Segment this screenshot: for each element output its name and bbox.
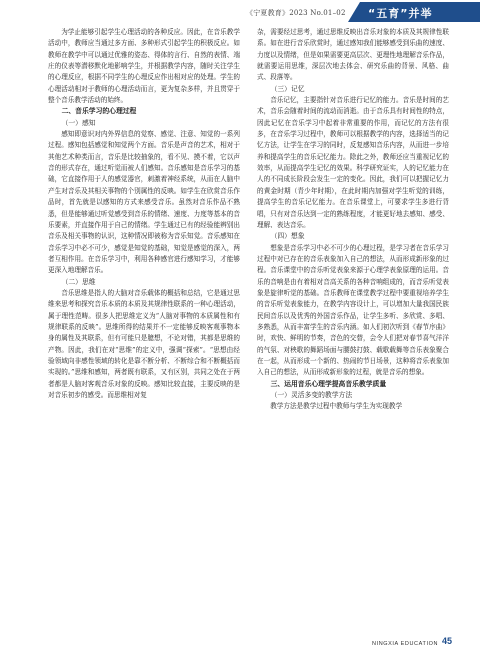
section-title: “五育”并举 xyxy=(368,7,433,20)
page-number: 45 xyxy=(442,636,453,646)
body-paragraph: 想象是音乐学习中必不可少的心理过程，是学习者在音乐学习过程中对已存在的音乐表象加入自己的想法，从而形成新形象的过程。音乐课堂中的音乐听觉表象来源于心理学表象原理的运用。音乐的音响是由有着相对音高关系的各种音响组成的，而音乐听觉表象是旋律听觉的基础。音乐教师在课堂教学过程中要重视培养学生的音乐听觉表象能力，在教学内容设计上，可以增加大量我国民族民间音乐以及优秀的外国音乐作品，让学生多听、多欣赏、多唱、多熟悉，从而丰富学生的音乐内涵。如人们初次听到《春节序曲》时，欢快、鲜明的节奏，音色的交替，会令人们把对春节喜气洋洋的气氛、对秧歌的舞蹈场面与腰鼓打鼓、载歌载舞等音乐表象聚合在一起，从而形成一个新的、热闹的节日场景，这种将音乐表象加入自己的想法，从而形成新形象的过程，就是音乐的想象。 xyxy=(257,243,449,377)
journal-issue: 《宁夏教育》2023 No.01–02 xyxy=(246,9,346,17)
body-paragraph: 音乐思维是指人的大脑对音乐载体的概括和总结，它是通过思维来思考和探究音乐本质的本质及其规律性联系的一种心理活动，属于理性范畴。很多人把思维定义为“人脑对事物的本质属性和有规律联系的反映”。思维所得的结果并不一定能够反映客观事物本身的属性及其联系，但有可能只是臆想，不论对错，其都是思维的产物。因此，我们在对“思维”的定义中，强调“探索”。“思想由经验领域向非感性领域的转化是靠不断分析、不断综合和不断概括而实现的。”思维和感知，两者既有联系，又有区别，共同之处在于两者都是人脑对客观音乐对象的反映。感知比较直接，主要反映的是对音乐初步的感受。而思维相对复 xyxy=(48,288,240,399)
subsection-heading: （一）感知 xyxy=(61,118,96,127)
section-banner xyxy=(360,2,480,22)
section-heading: 二、音乐学习的心理过程 xyxy=(61,107,137,116)
subsection-heading: （一）灵活多变的教学方法 xyxy=(270,391,353,399)
section-heading: 三、运用音乐心理学提高音乐教学质量 xyxy=(270,379,387,388)
subsection-heading: （三）记忆 xyxy=(270,84,305,93)
body-paragraph: 杂，需要经过思考，通过思维反映出音乐对象的本质及其规律性联系。如在进行音乐欣赏时，通过感知我们能够感受到乐曲的速度、力度以及情绪，但是如果需要更高层次、更理性地理解音乐作品，就需要运用思维，深层次地去体会、研究乐曲的背景、风格、曲式、段落等。 xyxy=(257,28,449,82)
subsection-heading: （四）想象 xyxy=(270,232,305,241)
right-column xyxy=(257,27,449,413)
body-paragraph: 音乐记忆，主要指针对音乐进行记忆的能力。音乐是时间的艺术，音乐会随着时间的流动而消逝。由于音乐具有时间性的特点，因此记忆在音乐学习中起着非常重要的作用，而记忆的方法有很多，在音乐学习过程中，教师可以根据教学的内容，选择适当的记忆方法，让学生在学习的同时，反复感知音乐内容，从而进一步培养和提高学生的音乐记忆能力。除此之外，教师还应当重视记忆的效率，从而提高学生记忆的效果。科学研究证实，人的记忆能力在人的不同成长阶段会发生一定的变化。因此，我们可以把握记忆力的黄金时期（青少年时期），在此时期内加强对学生听觉的训练，提高学生的音乐记忆能力。在音乐课堂上，可要求学生多进行背唱，只有对音乐达到一定的熟练程度，才能更好地去感知、感受、理解、表达音乐。 xyxy=(257,96,449,229)
body-paragraph: 教学方法是教学过程中教师与学生为实现教学 xyxy=(270,402,403,411)
subsection-heading: （二）思维 xyxy=(61,277,96,286)
left-column xyxy=(48,27,240,401)
body-paragraph: 感知即意识对内外界信息的觉察、感觉、注意、知觉的一系列过程。感知包括感觉和知觉两个方面。音乐是声音的艺术，相对于其他艺术种类而言，音乐是比较抽象的，看不见、摸不着，它以声音的形式存在，通过听觉而被人们感知。音乐感知是音乐学习的基础，它直接作用于人的感觉器官，刺激着神经系统，从而在人脑中产生对音乐及其相关事物的个别属性的反映。如学生在欣赏音乐作品时，首先就是以感知的方式来感受音乐。虽然对音乐作品不熟悉，但是能够通过听觉感受到音乐的情绪、速度、力度等基本的音乐要素，并直接作用于自己的情绪。学生通过已有的经验能辨别出音乐及相关事物的认识，这种情况即被称为音乐知觉。音乐感知在音乐学习中必不可少，感觉是知觉的基础，知觉是感觉的深入，两者互相作用。在音乐学习中，利用各种感官进行感知学习，才能够更深入地理解音乐。 xyxy=(48,130,240,275)
page-header xyxy=(0,0,480,26)
footer-journal-name: NINGXIA EDUCATION xyxy=(372,641,439,647)
body-paragraph: 为学止能够引起学生心理活动的各种反应。因此，在音乐教学活动中，教师应当通过多方面、多种形式引起学生的积极反应。如教师在教学中可以通过优雅的姿态、得体的言行、自然的表情、端庄的仪表等潜移默化地影响学生，并根据教学内容，随时关注学生的心理反应，根据不同学生的心理反应作出相对应的处理。学生的心理活动相对于教师的心理活动而言，更为复杂多样，并且贯穿于整个音乐教学活动的始终。 xyxy=(48,28,240,105)
